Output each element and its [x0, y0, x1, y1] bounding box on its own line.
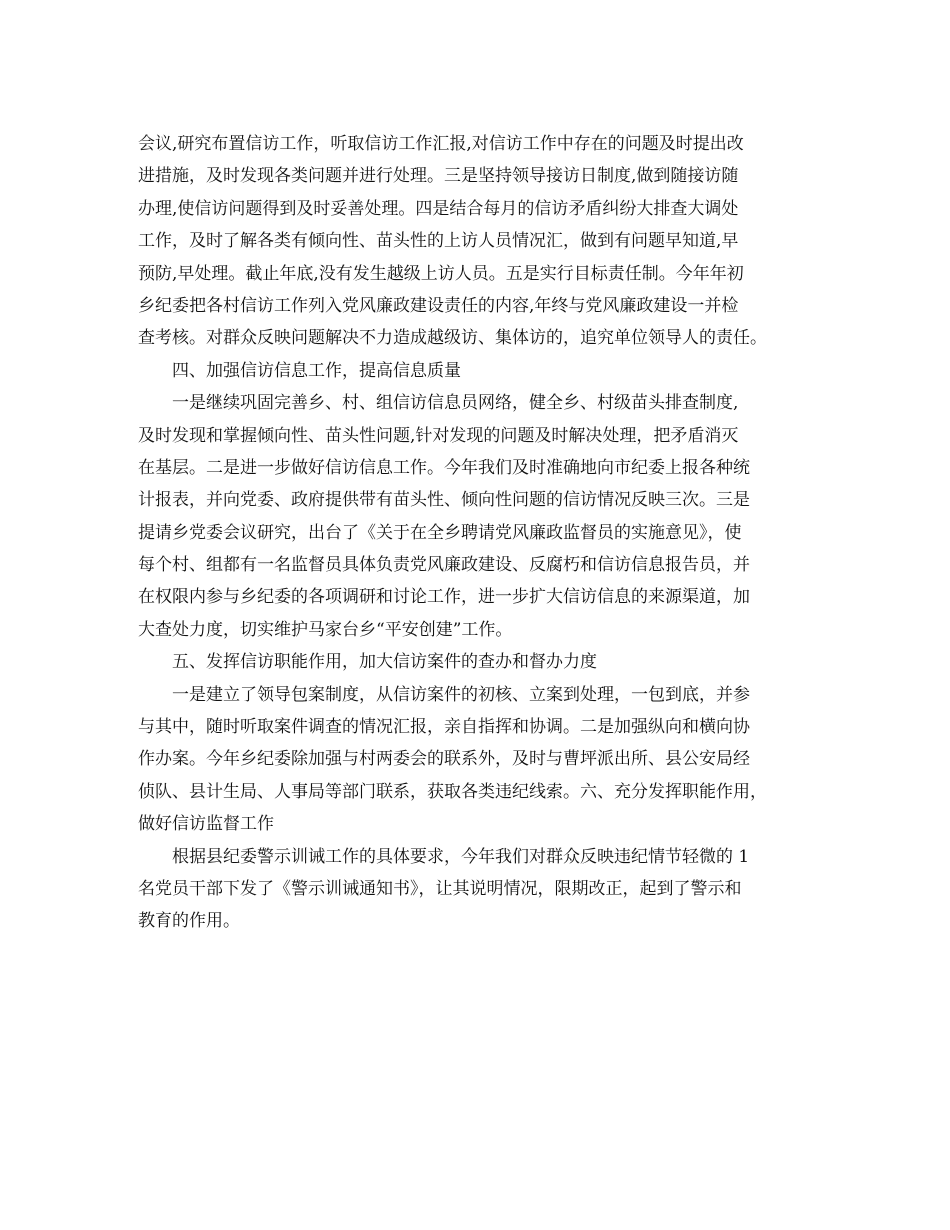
text-line: 大查处力度，切实维护马家台乡“平安创建”工作。	[138, 619, 513, 640]
text-line: 做好信访监督工作	[138, 814, 274, 835]
text-line: 五、发挥信访职能作用，加大信访案件的查办和督办力度	[172, 652, 597, 673]
text-line: 会议,研究布置信访工作，听取信访工作汇报,对信访工作中存在的问题及时提出改	[138, 134, 744, 154]
text-line: 在权限内参与乡纪委的各项调研和讨论工作，进一步扩大信访信息的来源渠道，加	[138, 587, 750, 608]
text-line: 根据县纪委警示训诫工作的具体要求，今年我们对群众反映违纪情节轻微的 1	[172, 846, 750, 867]
text-line: 在基层。二是进一步做好信访信息工作。今年我们及时准确地向市纪委上报各种统	[138, 457, 750, 478]
text-line: 四、加强信访信息工作，提高信息质量	[172, 360, 461, 381]
text-line: 提请乡党委会议研究，出台了《关于在全乡聘请党风廉政监督员的实施意见》，使	[138, 522, 742, 543]
text-line: 预防,早处理。截止年底,没有发生越级上访人员。五是实行目标责任制。今年年初	[138, 263, 744, 284]
text-line: 作办案。今年乡纪委除加强与村两委会的联系外，及时与曹坪派出所、县公安局经	[138, 749, 750, 770]
text-line: 教育的作用。	[138, 911, 240, 932]
text-line: 及时发现和掌握倾向性、苗头性问题,针对发现的问题及时解决处理，把矛盾消灭	[138, 425, 739, 446]
text-line: 乡纪委把各村信访工作列入党风廉政建设责任的内容,年终与党风廉政建设一并检	[138, 295, 739, 316]
text-line: 每个村、组都有一名监督员具体负责党风廉政建设、反腐朽和信访信息报告员，并	[138, 555, 750, 576]
text-line: 名党员干部下发了《警示训诫通知书》，让其说明情况，限期改正，起到了警示和	[138, 878, 742, 899]
text-line: 侦队、县计生局、人事局等部门联系，获取各类违纪线索。六、充分发挥职能作用，	[138, 781, 767, 802]
text-line: 办理,使信访问题得到及时妥善处理。四是结合每月的信访矛盾纠纷大排查大调处	[138, 198, 739, 219]
text-line: 一是继续巩固完善乡、村、组信访信息员网络，健全乡、村级苗头排查制度,	[172, 393, 739, 414]
text-line: 一是建立了领导包案制度，从信访案件的初核、立案到处理，一包到底，并参	[172, 684, 750, 705]
text-line: 计报表，并向党委、政府提供带有苗头性、倾向性问题的信访情况反映三次。三是	[138, 490, 750, 511]
text-line: 查考核。对群众反映问题解决不力造成越级访、集体访的，追究单位领导人的责任。	[138, 328, 767, 349]
text-line: 工作，及时了解各类有倾向性、苗头性的上访人员情况汇，做到有问题早知道,早	[138, 231, 739, 252]
text-line: 进措施，及时发现各类问题并进行处理。三是坚持领导接访日制度,做到随接访随	[138, 166, 739, 187]
text-line: 与其中，随时听取案件调查的情况汇报，亲自指挥和协调。二是加强纵向和横向协	[138, 717, 750, 738]
body-text	[138, 128, 828, 938]
